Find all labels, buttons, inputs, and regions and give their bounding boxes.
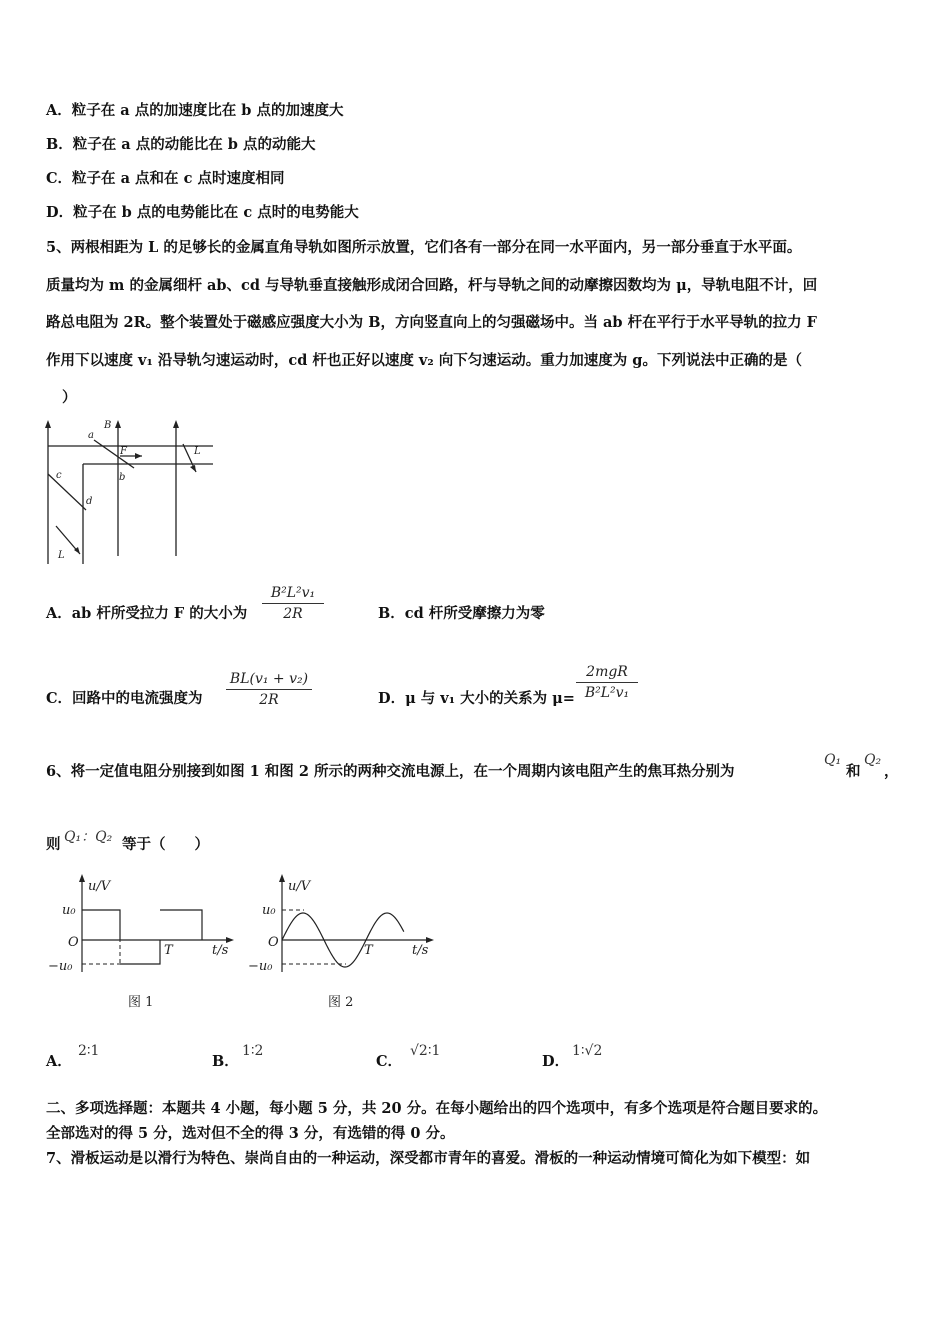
label-L-bottom: L (58, 550, 65, 561)
q5-option-d-fraction (576, 664, 638, 701)
q5-option-d: D．μ 与 v₁ 大小的关系为 μ= (378, 690, 575, 707)
q5-option-a-numerator: B²L²v₁ (270, 585, 316, 601)
label-a: a (88, 430, 94, 441)
rails-figure (38, 416, 218, 564)
fig1-x-label: t/s (212, 943, 229, 958)
fig2-y-label: u/V (288, 879, 311, 894)
fig1-wave-seg-2 (120, 940, 160, 964)
q6-option-c-value: √2∶1 (410, 1043, 441, 1059)
label-c: c (56, 470, 62, 481)
label-F: F (120, 446, 127, 457)
fig1-neg-u0: −u₀ (48, 959, 73, 974)
q7-stem-line-1: 7、滑板运动是以滑行为特色、崇尚自由的一种运动，深受都市青年的喜爱。滑板的一种运动情境可简化为如下模型：如 (46, 1150, 811, 1167)
fig1-u0: u₀ (62, 903, 76, 918)
q6-option-a-value: 2∶1 (78, 1043, 100, 1059)
fig1-origin: O (68, 935, 79, 950)
q6-stem-line-2-suffix: 等于（ ） (122, 836, 209, 853)
label-B: B (104, 420, 112, 431)
q5-option-c-fraction (226, 671, 312, 708)
q5-option-b: B．cd 杆所受摩擦力为零 (378, 605, 545, 622)
q5-stem-line-1: 5、两根相距为 L 的足够长的金属直角导轨如图所示放置，它们各有一部分在同一水平面内，另一部分垂直于水平面。 (46, 239, 802, 256)
q5-stem-line-3: 路总电阻为 2R。整个装置处于磁感应强度大小为 B，方向竖直向上的匀强磁场中。当 ab 杆在平行于水平导轨的拉力 F (46, 314, 817, 331)
q5-stem-line-4: 作用下以速度 v₁ 沿导轨匀速运动时，cd 杆也正好以速度 v₂ 向下匀速运动。重力加速度为 g。下列说法中正确的是（ (46, 352, 802, 369)
q6-comma: ， (884, 763, 899, 780)
q5-option-c-numerator: BL(v₁ + v₂) (229, 671, 309, 687)
q6-option-d-value: 1∶√2 (572, 1043, 603, 1059)
q5-stem-line-2: 质量均为 m 的金属细杆 ab、cd 与导轨垂直接触形成闭合回路，杆与导轨之间的动摩擦因数均为 μ，导轨电阻不计，回 (46, 277, 818, 294)
q6-option-d-label: D． (542, 1053, 570, 1070)
q5-stem-line-5: ） (62, 389, 77, 406)
q6-option-c-label: C． (376, 1053, 403, 1070)
q5-option-a-denominator: 2R (283, 606, 303, 622)
fig1-wave-seg-3 (160, 910, 202, 940)
q6-option-b-label: B． (212, 1053, 239, 1070)
fig1-wave-seg-1 (82, 910, 120, 940)
q4-option-b: B．粒子在 a 点的动能比在 b 点的动能大 (46, 136, 316, 153)
q4-option-d: D．粒子在 b 点的电势能比在 c 点时的电势能大 (46, 204, 359, 221)
label-L-top: L (194, 446, 201, 457)
section-2-line-2: 全部选对的得 5 分，选对但不全的得 3 分，有选错的得 0 分。 (46, 1125, 455, 1142)
section-2-line-1: 二、多项选择题：本题共 4 小题，每小题 5 分，共 20 分。在每小题给出的四个选项中，有多个选项是符合题目要求的。 (46, 1100, 828, 1117)
q5-option-d-numerator: 2mgR (586, 664, 628, 680)
fig2-x-label: t/s (412, 943, 429, 958)
q4-option-a: A．粒子在 a 点的加速度比在 b 点的加速度大 (46, 102, 344, 119)
label-d: d (86, 496, 93, 507)
q6-Q2: Q₂ (864, 752, 882, 768)
fig2-neg-u0: −u₀ (248, 959, 273, 974)
q5-option-d-denominator: B²L²v₁ (584, 685, 630, 701)
fig2-caption: 图 2 (328, 995, 354, 1010)
fig2-origin: O (268, 935, 279, 950)
q5-option-a-fraction (262, 585, 324, 622)
q6-and: 和 (846, 763, 861, 780)
fig2-T: T (364, 943, 373, 958)
q6-stem-line-1: 6、将一定值电阻分别接到如图 1 和图 2 所示的两种交流电源上，在一个周期内该电阻产生的焦耳热分别为 (46, 763, 735, 780)
figure-2-sine-wave (244, 872, 444, 1022)
q5-option-a: A．ab 杆所受拉力 F 的大小为 (46, 605, 248, 622)
q6-stem-line-2-prefix: 则 (46, 836, 61, 853)
label-b: b (119, 472, 126, 483)
q6-option-b-value: 1∶2 (242, 1043, 264, 1059)
q5-option-c: C．回路中的电流强度为 (46, 690, 203, 707)
q6-option-a-label: A． (46, 1053, 72, 1070)
figure-1-square-wave (44, 872, 244, 1022)
rod-cd (48, 474, 86, 510)
q6-ratio: Q₁：Q₂ (64, 829, 113, 845)
q5-option-c-denominator: 2R (259, 692, 279, 708)
fig1-y-label: u/V (88, 879, 111, 894)
fig1-caption: 图 1 (128, 995, 154, 1010)
q4-option-c: C．粒子在 a 点和在 c 点时速度相同 (46, 170, 285, 187)
q6-Q1: Q₁ (824, 752, 842, 768)
fig2-u0: u₀ (262, 903, 276, 918)
fig1-T: T (164, 943, 173, 958)
